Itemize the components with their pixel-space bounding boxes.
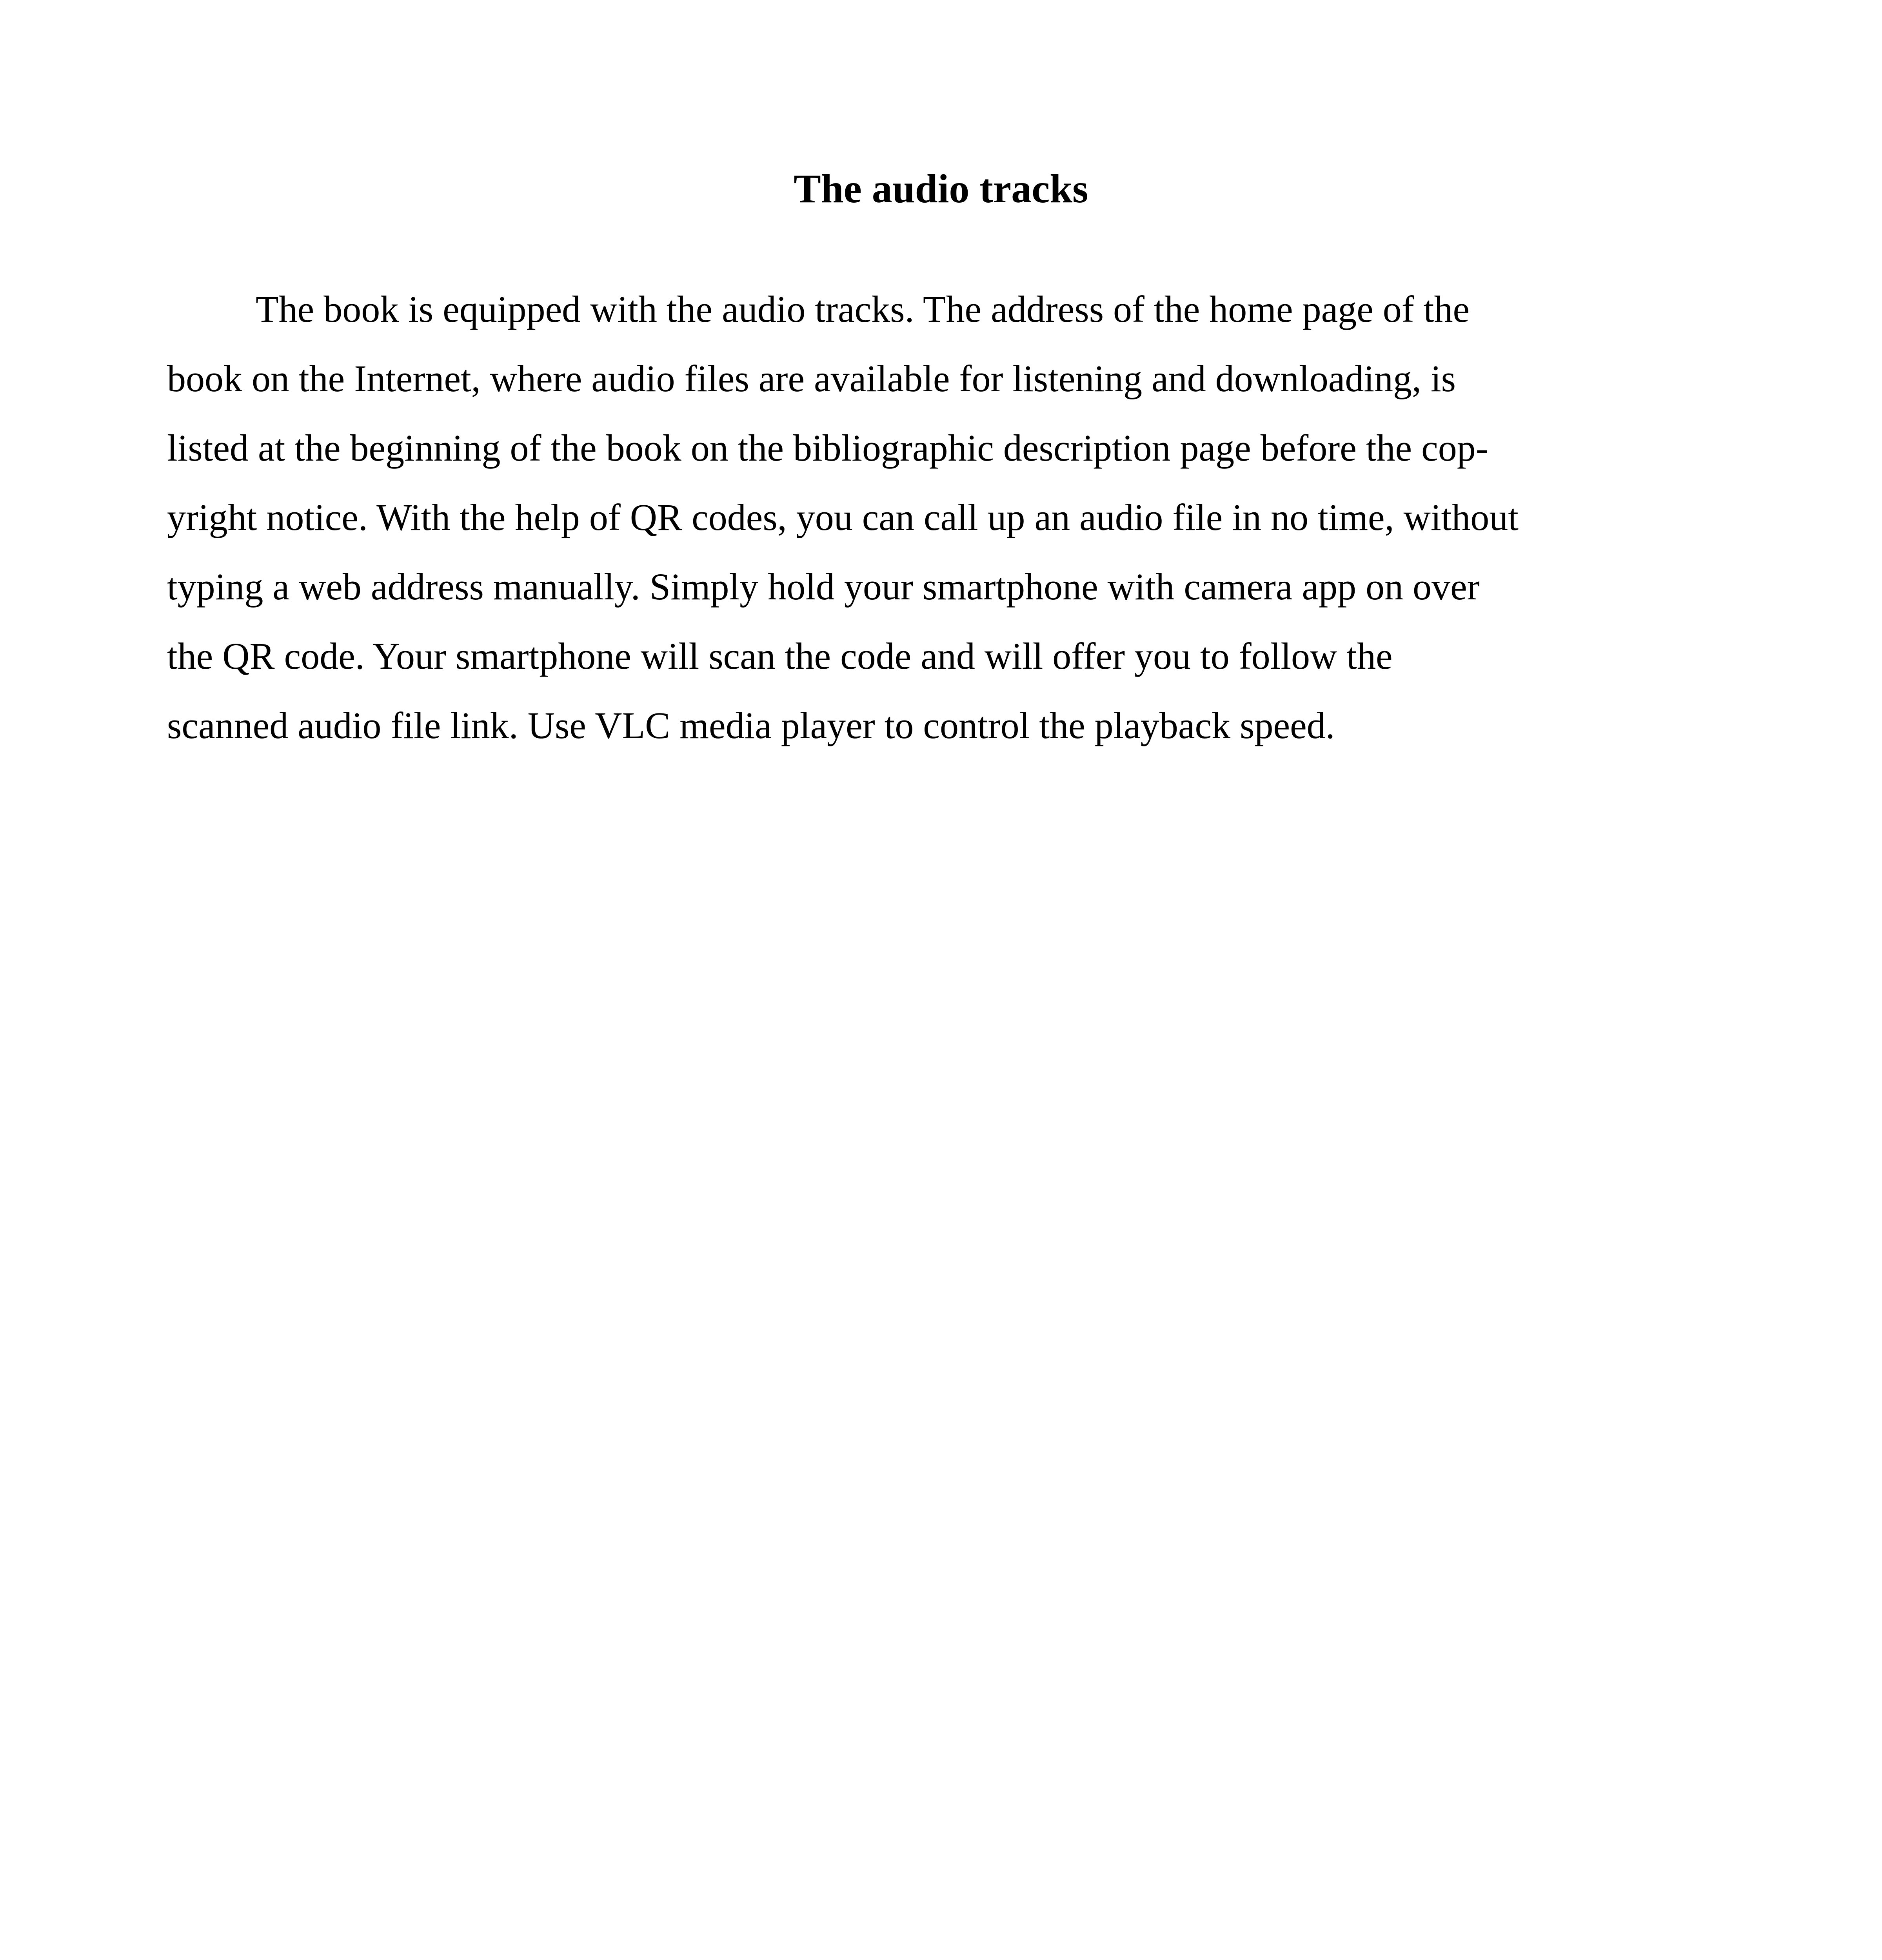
paragraph-line: The book is equipped with the audio tracks. The address of the home page of the (256, 288, 1470, 330)
section-heading: The audio tracks (794, 166, 1088, 211)
paragraph-line: the QR code. Your smartphone will scan the code and will offer you to follow the (167, 635, 1393, 677)
paragraph-line: typing a web address manually. Simply hold your smartphone with camera app on over (167, 566, 1480, 608)
paragraph-line: yright notice. With the help of QR codes, you can call up an audio file in no time, without (167, 496, 1519, 538)
paragraph-line: book on the Internet, where audio files are available for listening and downloading, is (167, 358, 1456, 399)
paragraph-line: listed at the beginning of the book on the bibliographic description page before the cop- (167, 427, 1488, 469)
body-paragraph (167, 274, 1653, 760)
paragraph-line: scanned audio file link. Use VLC media player to control the playback speed. (167, 704, 1335, 746)
